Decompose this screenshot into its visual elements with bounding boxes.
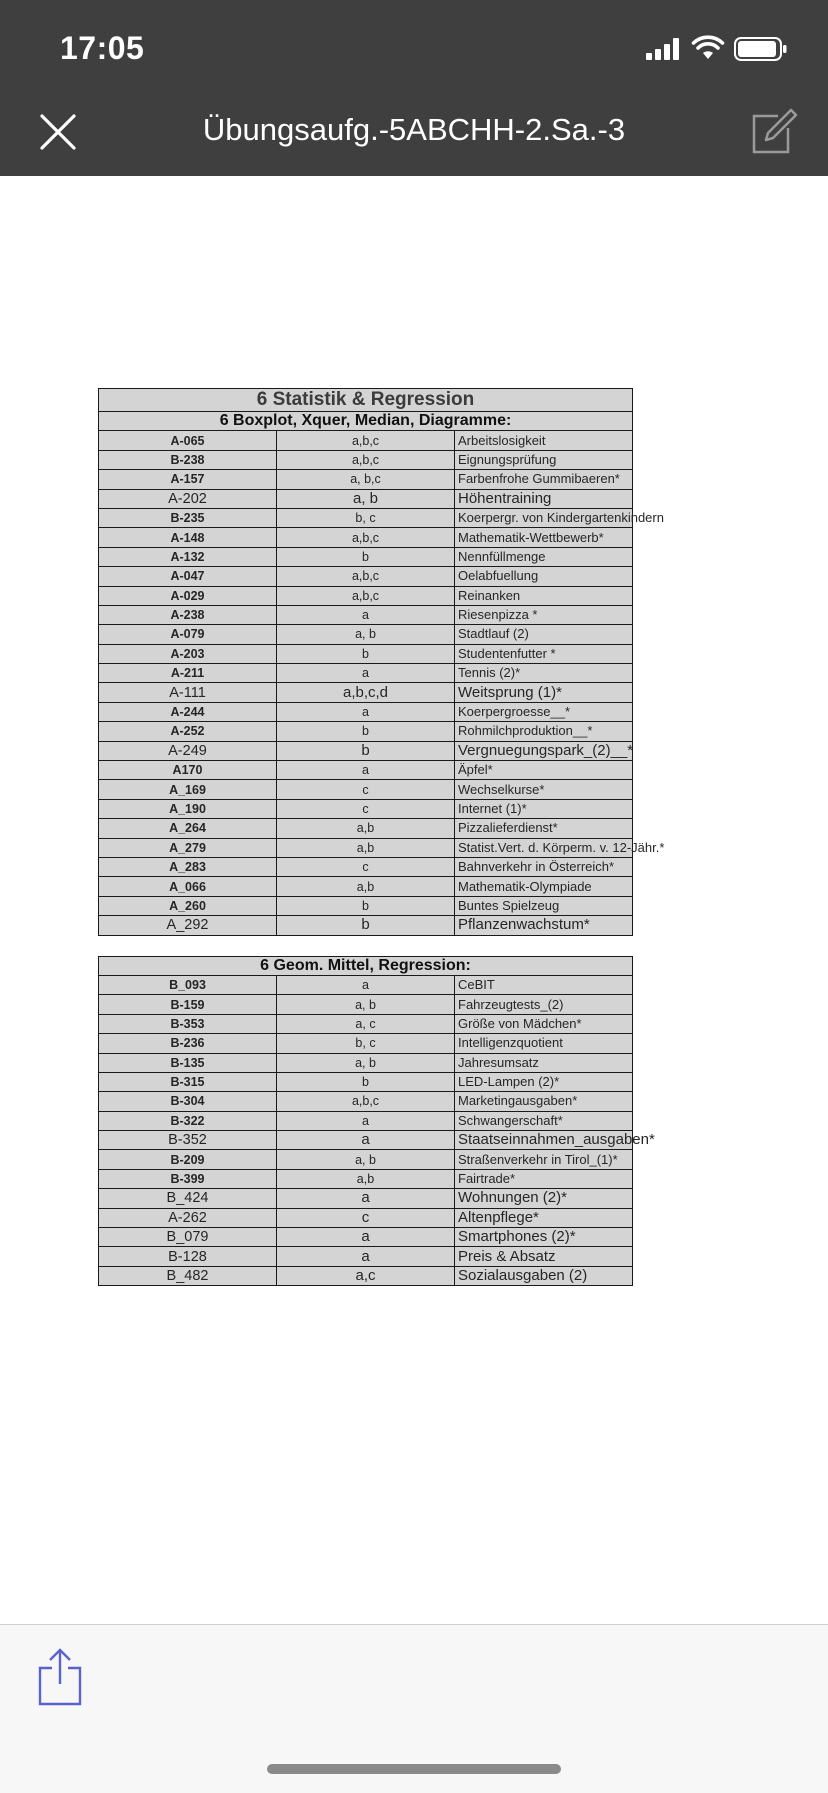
table-row xyxy=(99,528,633,547)
table-row xyxy=(99,1208,633,1227)
table-title-row xyxy=(99,389,633,412)
share-icon xyxy=(36,1648,84,1706)
task-id-cell: A-252 xyxy=(99,722,277,741)
table-row xyxy=(99,567,633,586)
task-id-cell: B_093 xyxy=(99,975,277,994)
task-name-cell: Mathematik-Olympiade xyxy=(455,877,633,896)
task-name-cell: Riesenpizza * xyxy=(455,605,633,624)
task-name-cell: Höhentraining xyxy=(455,489,633,508)
task-id-cell: A_190 xyxy=(99,799,277,818)
task-name-cell: Intelligenzquotient xyxy=(455,1034,633,1053)
table-row xyxy=(99,1053,633,1072)
task-parts-cell: b xyxy=(277,644,455,663)
task-parts-cell: a,b,c xyxy=(277,1092,455,1111)
task-parts-cell: a xyxy=(277,1189,455,1208)
task-parts-cell: c xyxy=(277,799,455,818)
task-name-cell: Pflanzenwachstum* xyxy=(455,916,633,935)
task-parts-cell: a xyxy=(277,761,455,780)
task-parts-cell: a xyxy=(277,702,455,721)
task-parts-cell: a,b,c xyxy=(277,586,455,605)
task-name-cell: Mathematik-Wettbewerb* xyxy=(455,528,633,547)
section-heading-row xyxy=(99,956,633,975)
task-parts-cell: a,b,c,d xyxy=(277,683,455,702)
task-name-cell: Wohnungen (2)* xyxy=(455,1189,633,1208)
task-name-cell: Wechselkurse* xyxy=(455,780,633,799)
cellular-signal-icon xyxy=(646,38,682,60)
task-parts-cell: a xyxy=(277,664,455,683)
table-row xyxy=(99,489,633,508)
home-indicator[interactable] xyxy=(267,1764,561,1774)
task-parts-cell: a, b xyxy=(277,1053,455,1072)
task-parts-cell: a xyxy=(277,975,455,994)
task-name-cell: Smartphones (2)* xyxy=(455,1228,633,1247)
task-id-cell: A-157 xyxy=(99,470,277,489)
document-heading: 6 Statistik & Regression xyxy=(99,389,633,412)
task-name-cell: Buntes Spielzeug xyxy=(455,896,633,915)
table-row xyxy=(99,450,633,469)
task-name-cell: Studentenfutter * xyxy=(455,644,633,663)
task-parts-cell: a, b xyxy=(277,1150,455,1169)
task-id-cell: A-262 xyxy=(99,1208,277,1227)
task-name-cell: LED-Lampen (2)* xyxy=(455,1072,633,1091)
task-id-cell: A-211 xyxy=(99,664,277,683)
task-name-cell: Tennis (2)* xyxy=(455,664,633,683)
task-parts-cell: c xyxy=(277,857,455,876)
task-id-cell: A-203 xyxy=(99,644,277,663)
table-row xyxy=(99,819,633,838)
task-id-cell: A-244 xyxy=(99,702,277,721)
task-parts-cell: a xyxy=(277,605,455,624)
table-row xyxy=(99,857,633,876)
task-name-cell: Fairtrade* xyxy=(455,1169,633,1188)
task-parts-cell: c xyxy=(277,1208,455,1227)
table-row xyxy=(99,431,633,450)
task-name-cell: Stadtlauf (2) xyxy=(455,625,633,644)
task-id-cell: B_079 xyxy=(99,1228,277,1247)
table-row xyxy=(99,664,633,683)
task-id-cell: A-079 xyxy=(99,625,277,644)
table-row xyxy=(99,838,633,857)
table-row xyxy=(99,547,633,566)
table-row xyxy=(99,799,633,818)
task-parts-cell: a, c xyxy=(277,1014,455,1033)
table-row xyxy=(99,1247,633,1266)
task-name-cell: Reinanken xyxy=(455,586,633,605)
task-id-cell: A170 xyxy=(99,761,277,780)
task-name-cell: Staatseinnahmen_ausgaben* xyxy=(455,1131,633,1150)
table-row xyxy=(99,1092,633,1111)
task-id-cell: B-238 xyxy=(99,450,277,469)
task-id-cell: A-249 xyxy=(99,741,277,760)
task-id-cell: B-159 xyxy=(99,995,277,1014)
task-id-cell: A-029 xyxy=(99,586,277,605)
task-id-cell: A_292 xyxy=(99,916,277,935)
task-parts-cell: a,b,c xyxy=(277,431,455,450)
task-name-cell: Internet (1)* xyxy=(455,799,633,818)
task-name-cell: Pizzalieferdienst* xyxy=(455,819,633,838)
section-heading: 6 Geom. Mittel, Regression: xyxy=(99,956,633,975)
task-id-cell: A_279 xyxy=(99,838,277,857)
task-parts-cell: a,b xyxy=(277,819,455,838)
task-id-cell: A_260 xyxy=(99,896,277,915)
task-name-cell: Schwangerschaft* xyxy=(455,1111,633,1130)
task-parts-cell: a,c xyxy=(277,1266,455,1285)
task-id-cell: A-111 xyxy=(99,683,277,702)
table-row xyxy=(99,625,633,644)
task-table-2 xyxy=(98,956,655,1287)
task-id-cell: B-135 xyxy=(99,1053,277,1072)
table-row xyxy=(99,470,633,489)
task-parts-cell: a xyxy=(277,1228,455,1247)
task-parts-cell: a,b,c xyxy=(277,450,455,469)
task-name-cell: Arbeitslosigkeit xyxy=(455,431,633,450)
task-parts-cell: b, c xyxy=(277,508,455,527)
task-parts-cell: a, b xyxy=(277,625,455,644)
table-row xyxy=(99,975,633,994)
task-id-cell: A_169 xyxy=(99,780,277,799)
task-name-cell: Straßenverkehr in Tirol_(1)* xyxy=(455,1150,633,1169)
table-row xyxy=(99,1169,633,1188)
task-name-cell: Weitsprung (1)* xyxy=(455,683,633,702)
task-parts-cell: a xyxy=(277,1111,455,1130)
table-row xyxy=(99,644,633,663)
task-parts-cell: a, b xyxy=(277,489,455,508)
task-id-cell: B-322 xyxy=(99,1111,277,1130)
task-parts-cell: b xyxy=(277,722,455,741)
task-id-cell: A_066 xyxy=(99,877,277,896)
task-id-cell: B-209 xyxy=(99,1150,277,1169)
task-parts-cell: a, b,c xyxy=(277,470,455,489)
task-id-cell: B-236 xyxy=(99,1034,277,1053)
task-id-cell: B-399 xyxy=(99,1169,277,1188)
task-id-cell: A-148 xyxy=(99,528,277,547)
table-row xyxy=(99,877,633,896)
task-name-cell: Koerpergroesse__* xyxy=(455,702,633,721)
task-name-cell: Rohmilchproduktion__* xyxy=(455,722,633,741)
task-table-1 xyxy=(98,388,665,936)
table-row xyxy=(99,1072,633,1091)
share-button[interactable] xyxy=(36,1648,84,1706)
task-name-cell: Altenpflege* xyxy=(455,1208,633,1227)
table-row xyxy=(99,1228,633,1247)
task-id-cell: B-352 xyxy=(99,1131,277,1150)
task-id-cell: A-238 xyxy=(99,605,277,624)
task-parts-cell: b xyxy=(277,547,455,566)
task-name-cell: Jahresumsatz xyxy=(455,1053,633,1072)
task-id-cell: A-065 xyxy=(99,431,277,450)
section-heading: 6 Boxplot, Xquer, Median, Diagramme: xyxy=(99,412,633,431)
table-row xyxy=(99,896,633,915)
task-parts-cell: a xyxy=(277,1247,455,1266)
task-parts-cell: a,b,c xyxy=(277,567,455,586)
task-parts-cell: a xyxy=(277,1131,455,1150)
table-row xyxy=(99,586,633,605)
task-parts-cell: a,b xyxy=(277,1169,455,1188)
task-name-cell: Vergnuegungspark_(2)__* xyxy=(455,741,633,760)
top-bar xyxy=(0,0,828,176)
task-parts-cell: a,b xyxy=(277,877,455,896)
task-id-cell: B-235 xyxy=(99,508,277,527)
task-name-cell: Äpfel* xyxy=(455,761,633,780)
task-id-cell: B-128 xyxy=(99,1247,277,1266)
table-row xyxy=(99,722,633,741)
task-id-cell: B-304 xyxy=(99,1092,277,1111)
task-name-cell: Fahrzeugtests_(2) xyxy=(455,995,633,1014)
status-time: 17:05 xyxy=(60,30,145,66)
task-name-cell: Koerpergr. von Kindergartenkindern xyxy=(455,508,633,527)
task-name-cell: Nennfüllmenge xyxy=(455,547,633,566)
task-name-cell: Oelabfuellung xyxy=(455,567,633,586)
table-row xyxy=(99,780,633,799)
table-row xyxy=(99,741,633,760)
task-parts-cell: a, b xyxy=(277,995,455,1014)
task-parts-cell: c xyxy=(277,780,455,799)
table-row xyxy=(99,1034,633,1053)
table-row xyxy=(99,1266,633,1285)
document-page xyxy=(98,388,665,1286)
task-name-cell: Statist.Vert. d. Körperm. v. 12-Jähr.* xyxy=(455,838,633,857)
task-id-cell: A-202 xyxy=(99,489,277,508)
task-id-cell: A_264 xyxy=(99,819,277,838)
battery-icon xyxy=(734,36,788,62)
table-row xyxy=(99,1111,633,1130)
table-row xyxy=(99,508,633,527)
task-name-cell: Farbenfrohe Gummibaeren* xyxy=(455,470,633,489)
task-name-cell: Marketingausgaben* xyxy=(455,1092,633,1111)
task-parts-cell: b xyxy=(277,896,455,915)
task-parts-cell: a,b xyxy=(277,838,455,857)
task-name-cell: Preis & Absatz xyxy=(455,1247,633,1266)
table-row xyxy=(99,605,633,624)
task-id-cell: B_424 xyxy=(99,1189,277,1208)
task-parts-cell: a,b,c xyxy=(277,528,455,547)
status-icons xyxy=(646,34,788,64)
table-row xyxy=(99,916,633,935)
task-id-cell: B-353 xyxy=(99,1014,277,1033)
task-parts-cell: b xyxy=(277,741,455,760)
task-id-cell: B_482 xyxy=(99,1266,277,1285)
table-row xyxy=(99,995,633,1014)
table-gap xyxy=(98,936,633,956)
task-parts-cell: b, c xyxy=(277,1034,455,1053)
task-id-cell: A-047 xyxy=(99,567,277,586)
table-row xyxy=(99,1189,633,1208)
table-row xyxy=(99,1014,633,1033)
table-row xyxy=(99,1131,633,1150)
edit-button[interactable] xyxy=(748,108,798,156)
edit-icon xyxy=(748,108,798,156)
task-id-cell: A_283 xyxy=(99,857,277,876)
task-id-cell: B-315 xyxy=(99,1072,277,1091)
task-name-cell: CeBIT xyxy=(455,975,633,994)
task-parts-cell: b xyxy=(277,916,455,935)
wifi-icon xyxy=(692,37,724,61)
table-row xyxy=(99,702,633,721)
task-name-cell: Bahnverkehr in Österreich* xyxy=(455,857,633,876)
task-parts-cell: b xyxy=(277,1072,455,1091)
task-id-cell: A-132 xyxy=(99,547,277,566)
task-name-cell: Größe von Mädchen* xyxy=(455,1014,633,1033)
task-name-cell: Eignungsprüfung xyxy=(455,450,633,469)
table-row xyxy=(99,683,633,702)
document-title: Übungsaufg.-5ABCHH-2.Sa.-3 xyxy=(202,112,626,147)
table-row xyxy=(99,761,633,780)
table-row xyxy=(99,1150,633,1169)
task-name-cell: Sozialausgaben (2) xyxy=(455,1266,633,1285)
section-heading-row xyxy=(99,412,633,431)
